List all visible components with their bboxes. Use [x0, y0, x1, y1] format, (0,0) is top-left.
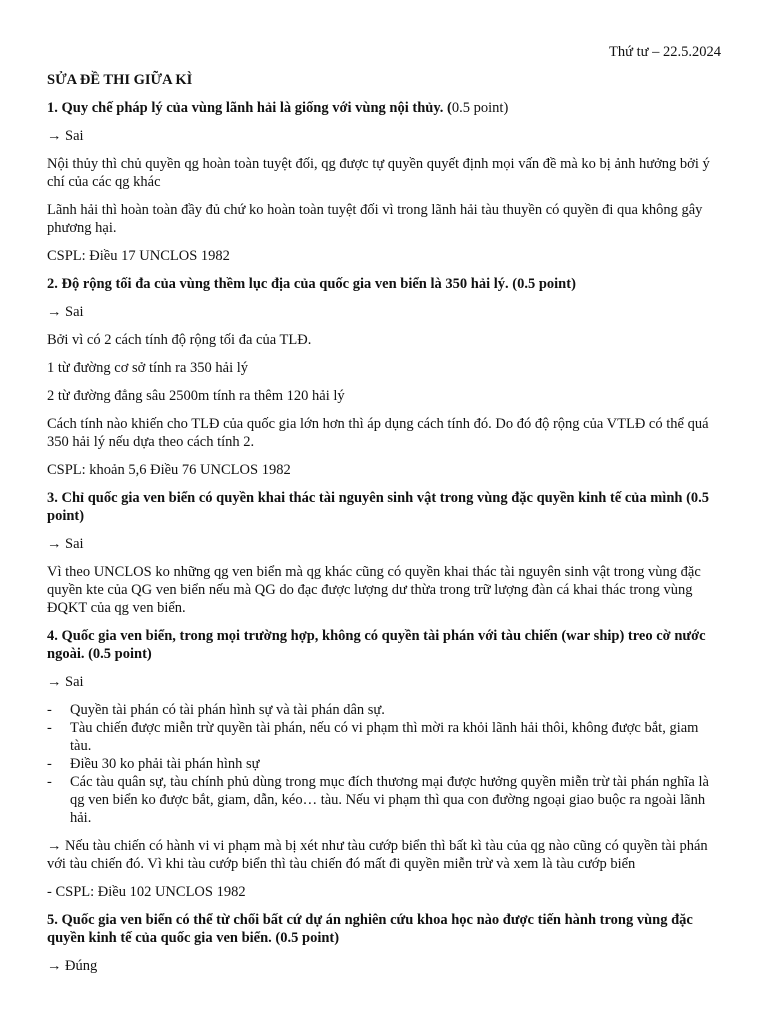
q1-legal-basis: CSPL: Điều 17 UNCLOS 1982	[47, 248, 230, 264]
list-item-text: Điều 30 ko phải tài phán hình sự	[70, 756, 260, 772]
document-body	[47, 71, 723, 985]
answer-5-value: Đúng	[65, 958, 98, 974]
question-1	[47, 99, 723, 117]
list-item	[47, 701, 723, 719]
answer-2	[47, 303, 723, 321]
q2-paragraph-3: 2 từ đường đẳng sâu 2500m tính ra thêm 120 hải lý	[47, 388, 345, 404]
arrow-right-icon: →	[47, 674, 62, 690]
answer-4	[47, 673, 723, 691]
q4-conclusion-text: Nếu tàu chiến có hành vi vi phạm mà bị xét như tàu cướp biển thì bất kì tàu của qg nào cũng có quyền tài phán với tàu chiến đó. Vì khi tàu cướp biển thì tàu chiến đó mất đi quyền miễn trừ và xem là tàu cướp biển	[47, 838, 708, 872]
answer-5	[47, 957, 723, 975]
list-item-text: Các tàu quân sự, tàu chính phủ dùng trong mục đích thương mại được hưởng quyền miễn trừ tài phán nghĩa là qg ven biển ko được bắt, giam, dẫn, kéo… tàu. Nếu vi phạm thì qua con đường ngoại giao buộc ra ngoài lãnh hải.	[70, 774, 709, 826]
document-date: Thứ tư – 22.5.2024	[609, 44, 721, 60]
q4-conclusion	[47, 837, 723, 873]
dash-icon: -	[47, 702, 52, 718]
answer-1	[47, 127, 723, 145]
question-4: 4. Quốc gia ven biển, trong mọi trường hợp, không có quyền tài phán với tàu chiến (war ship) treo cờ nước ngoài. (0.5 point)	[47, 628, 706, 662]
answer-3-value: Sai	[65, 536, 84, 552]
list-item	[47, 773, 723, 827]
q2-paragraph-4: Cách tính nào khiến cho TLĐ của quốc gia lớn hơn thì áp dụng cách tính đó. Do đó độ rộng của VTLĐ có thể quá 350 hải lý nếu dựa theo cách tính 2.	[47, 416, 709, 450]
question-2: 2. Độ rộng tối đa của vùng thềm lục địa của quốc gia ven biển là 350 hải lý. (0.5 point)	[47, 276, 576, 292]
arrow-right-icon: →	[47, 304, 62, 320]
list-item-text: Tàu chiến được miễn trừ quyền tài phán, nếu có vi phạm thì mời ra khỏi lãnh hải thôi, không được bắt, giam tàu.	[70, 720, 699, 754]
q4-legal-basis: - CSPL: Điều 102 UNCLOS 1982	[47, 884, 246, 900]
arrow-right-icon: →	[47, 536, 62, 552]
answer-3	[47, 535, 723, 553]
answer-4-value: Sai	[65, 674, 84, 690]
q4-bullet-list	[47, 701, 723, 827]
document-title: SỬA ĐỀ THI GIỮA KÌ	[47, 72, 193, 88]
arrow-right-icon: →	[47, 958, 62, 974]
answer-1-value: Sai	[65, 128, 84, 144]
arrow-right-icon: →	[47, 838, 62, 854]
dash-icon: -	[47, 756, 52, 772]
question-1-points: 0.5 point)	[451, 100, 509, 116]
arrow-right-icon: →	[47, 128, 62, 144]
q1-paragraph-1: Nội thủy thì chủ quyền qg hoàn toàn tuyệt đối, qg được tự quyền quyết định mọi vấn đề mà ko bị ảnh hưởng bởi ý chí của các qg khác	[47, 156, 710, 190]
q1-paragraph-2: Lãnh hải thì hoàn toàn đầy đủ chứ ko hoàn toàn tuyệt đối vì trong lãnh hải tàu thuyền có quyền đi qua không gây phương hại.	[47, 202, 703, 236]
list-item-text: Quyền tài phán có tài phán hình sự và tài phán dân sự.	[70, 702, 385, 718]
answer-2-value: Sai	[65, 304, 84, 320]
question-1-text: 1. Quy chế pháp lý của vùng lãnh hải là giống với vùng nội thủy. (	[47, 100, 452, 116]
list-item	[47, 755, 723, 773]
q2-paragraph-1: Bởi vì có 2 cách tính độ rộng tối đa của TLĐ.	[47, 332, 312, 348]
list-item	[47, 719, 723, 755]
question-5-points: 0.5 point)	[280, 930, 340, 946]
dash-icon: -	[47, 774, 52, 790]
question-5	[47, 911, 723, 947]
q2-paragraph-2: 1 từ đường cơ sở tính ra 350 hải lý	[47, 360, 249, 376]
q2-legal-basis: CSPL: khoản 5,6 Điều 76 UNCLOS 1982	[47, 462, 291, 478]
q3-paragraph-1: Vì theo UNCLOS ko những qg ven biển mà qg khác cũng có quyền khai thác tài nguyên sinh vật trong vùng đặc quyền kte của QG ven biển nếu mà QG do đạc được lượng dư thừa trong trữ lượng đàn cá khai thác trong vùng ĐQKT của qg ven biển.	[47, 564, 701, 616]
question-5-text: 5. Quốc gia ven biển có thể từ chối bất cứ dự án nghiên cứu khoa học nào được tiến hành trong vùng đặc quyền kinh tế của quốc gia ven biển. (	[47, 912, 693, 946]
question-3: 3. Chỉ quốc gia ven biển có quyền khai thác tài nguyên sinh vật trong vùng đặc quyền kinh tế của mình (0.5 point)	[47, 490, 710, 524]
dash-icon: -	[47, 720, 52, 736]
